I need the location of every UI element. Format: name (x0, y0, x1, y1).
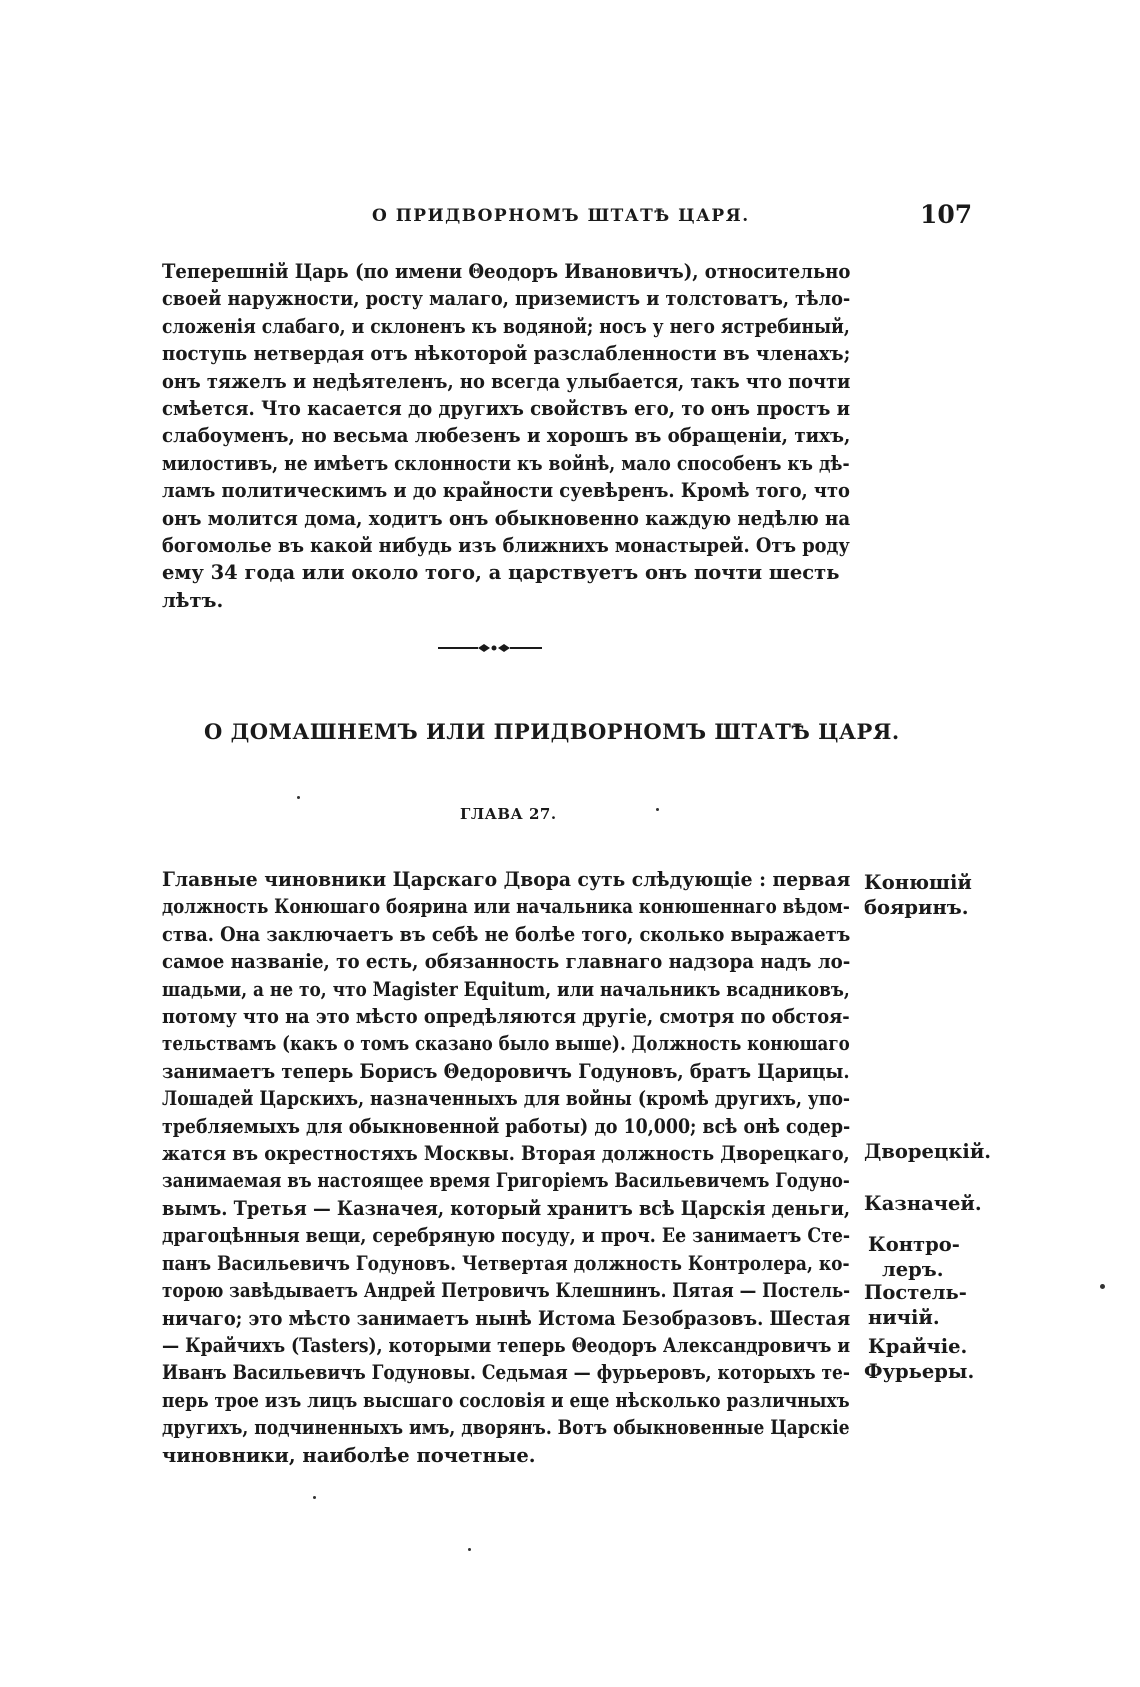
text-line: смѣется. Что касается до другихъ свойствъ его, то онъ простъ и (162, 397, 851, 421)
text-line: милостивъ, не имѣетъ склонности къ войнѣ, мало способенъ къ дѣ- (162, 451, 850, 475)
margin-note-line: ничій. (868, 1306, 940, 1329)
text-line: панъ Васильевичъ Годуновъ. Четвертая должность Контролера, ко- (162, 1251, 850, 1275)
margin-note-dvoretskiy: Дворецкій. (864, 1140, 992, 1163)
print-speck (656, 808, 659, 811)
page-number: 107 (920, 200, 973, 229)
margin-note-konyushiy (864, 870, 972, 920)
text-line: ничаго; это мѣсто занимаетъ нынѣ Истома Безобразовъ. Шестая (162, 1306, 851, 1330)
text-line: должность Конюшаго боярина или начальника конюшеннаго вѣдом- (162, 895, 850, 919)
margin-note-line: Постель- (864, 1281, 967, 1304)
print-speck (468, 1548, 471, 1551)
text-line: сложенія слабаго, и склоненъ къ водяной; носъ у него ястребиный, (162, 314, 850, 338)
margin-note-kraychie: Крайчіе. (868, 1335, 968, 1358)
text-line: своей наружности, росту малаго, приземистъ и толстоватъ, тѣло- (162, 287, 851, 311)
print-speck (313, 1496, 316, 1499)
margin-note-line: леръ. (882, 1258, 944, 1281)
margin-note-kontroler (868, 1232, 960, 1282)
print-speck (1100, 1284, 1105, 1289)
margin-note-line: Контро- (868, 1233, 960, 1256)
text-line: чиновники, наиболѣе почетные. (162, 1443, 536, 1467)
text-line: поступь нетвердая отъ нѣкоторой разслабленности въ членахъ; (162, 342, 851, 366)
margin-note-furery: Фурьеры. (864, 1360, 975, 1383)
margin-note-line: бояринъ. (864, 896, 969, 919)
text-line: ламъ политическимъ и до крайности суевѣренъ. Кромѣ того, что (162, 479, 850, 503)
paragraph-2 (162, 866, 850, 1469)
text-line: Теперешній Царь (по имени Θеодоръ Ивановичъ), относительно (162, 260, 851, 283)
text-line: Иванъ Васильевичъ Годуновы. Седьмая — фурьеровъ, которыхъ те- (162, 1361, 850, 1385)
text-line: драгоцѣнныя вещи, серебряную посуду, и проч. Ее занимаетъ Сте- (162, 1224, 851, 1248)
text-line: лѣтъ. (162, 588, 224, 612)
text-line: ему 34 года или около того, а царствуетъ онъ почти шесть (162, 561, 840, 585)
text-line: — Крайчихъ (Tasters), которыми теперь Θеодоръ Александровичъ и (162, 1333, 851, 1357)
text-line: Лошадей Царскихъ, назначенныхъ для войны (кромѣ другихъ, упо- (162, 1087, 851, 1111)
text-line: требляемыхъ для обыкновенной работы) до 10,000; всѣ онѣ содер- (162, 1114, 851, 1138)
paragraph-1 (162, 258, 850, 614)
text-line: Главные чиновники Царскаго Двора суть слѣдующіе : первая (162, 868, 851, 891)
margin-note-kaznachey: Казначей. (864, 1192, 982, 1215)
text-line: жатся въ окрестностяхъ Москвы. Вторая должность Дворецкаго, (162, 1142, 850, 1166)
text-line: занимаетъ теперь Борисъ Θедоровичъ Годуновъ, братъ Царицы. (162, 1059, 850, 1083)
text-line: вымъ. Третья — Казначея, который хранитъ всѣ Царскія деньги, (162, 1196, 851, 1220)
text-line: шадьми, а не то, что Magister Equitum, или начальникъ всадниковъ, (162, 977, 850, 1001)
text-line: ства. Она заключаетъ въ себѣ не болѣе того, сколько выражаетъ (162, 922, 851, 946)
text-line: потому что на это мѣсто опредѣляются другіе, смотря по обстоя- (162, 1005, 850, 1029)
text-line: занимаемая въ настоящее время Григоріемъ Васильевичемъ Годуно- (162, 1169, 850, 1193)
print-speck (297, 796, 300, 799)
ornament-divider (438, 641, 542, 655)
margin-note-postelnichiy (864, 1280, 967, 1330)
text-line: онъ тяжелъ и недѣятеленъ, но всегда улыбается, такъ что почти (162, 369, 851, 393)
running-head: О ПРИДВОРНОМЪ ШТАТѢ ЦАРЯ. (372, 206, 750, 226)
section-title: О ДОМАШНЕМЪ ИЛИ ПРИДВОРНОМЪ ШТАТѢ ЦАРЯ. (204, 719, 900, 744)
text-line: богомолье въ какой нибудь изъ ближнихъ монастырей. Отъ роду (162, 534, 850, 558)
text-line: слабоуменъ, но весьма любезенъ и хорошъ въ обращеніи, тихъ, (162, 424, 851, 448)
text-line: тельствамъ (какъ о томъ сказано было выше). Должность конюшаго (162, 1032, 850, 1056)
margin-note-line: Конюшій (864, 871, 972, 894)
text-line: онъ молится дома, ходитъ онъ обыкновенно каждую недѣлю на (162, 506, 851, 530)
text-line: перь трое изъ лицъ высшаго сословія и еще нѣсколько различныхъ (162, 1388, 850, 1412)
chapter-heading: ГЛАВА 27. (460, 805, 557, 823)
text-line: торою завѣдываетъ Андрей Петровичъ Клешнинъ. Пятая — Постель- (162, 1279, 851, 1303)
text-line: самое названіе, то есть, обязанность главнаго надзора надъ ло- (162, 950, 851, 974)
text-line: другихъ, подчиненныхъ имъ, дворянъ. Вотъ обыкновенные Царскіе (162, 1416, 850, 1440)
